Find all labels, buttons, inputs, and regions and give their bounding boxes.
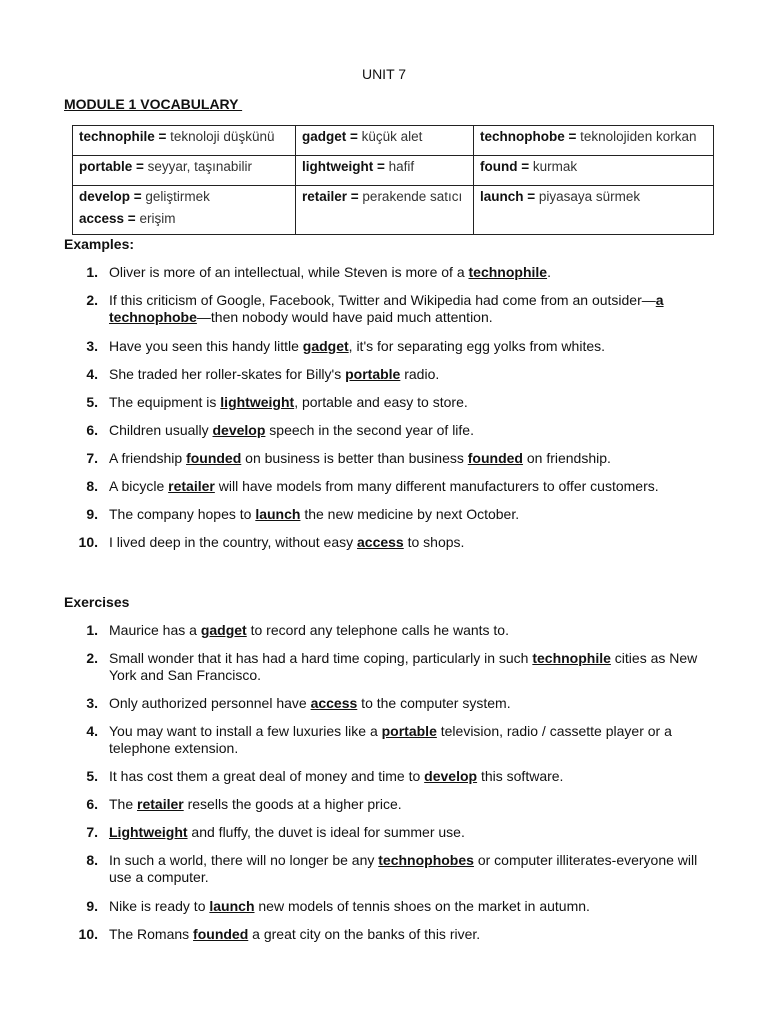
text-segment: the new medicine by next October. <box>300 506 520 522</box>
vocabulary-keyword: founded <box>467 450 523 466</box>
vocabulary-keyword: retailer <box>168 478 215 494</box>
vocab-translation: küçük alet <box>357 129 423 144</box>
item-number: 5. <box>86 768 98 784</box>
item-number: 2. <box>86 292 98 308</box>
item-number: 9. <box>86 898 98 914</box>
text-segment: Oliver is more of an intellectual, while Steven is more of a <box>109 264 469 280</box>
item-text <box>109 292 699 326</box>
examples-heading: Examples: <box>64 236 135 252</box>
vocab-term: develop = <box>79 189 142 204</box>
item-number: 8. <box>86 852 98 868</box>
vocabulary-keyword: retailer <box>137 796 184 812</box>
vocab-cell <box>474 186 714 235</box>
vocab-cell <box>73 126 296 156</box>
vocab-cell <box>73 156 296 186</box>
vocab-entry <box>480 156 707 178</box>
vocab-term: gadget = <box>302 129 358 144</box>
text-segment: The <box>109 796 138 812</box>
vocab-translation: piyasaya sürmek <box>535 189 641 204</box>
text-segment: I lived deep in the country, without easy <box>109 534 357 550</box>
vocab-row <box>73 186 714 235</box>
vocab-entry <box>79 156 289 178</box>
text-segment: You may want to install a few luxuries like a <box>109 723 382 739</box>
item-number: 4. <box>86 366 98 382</box>
item-number: 9. <box>86 506 98 522</box>
vocab-row <box>73 156 714 186</box>
vocab-entry <box>79 186 289 208</box>
vocab-term: portable = <box>79 159 144 174</box>
vocabulary-keyword: develop <box>424 768 478 784</box>
text-segment: speech in the second year of life. <box>265 422 474 438</box>
text-segment: Maurice has a <box>109 622 201 638</box>
item-text <box>109 366 699 383</box>
item-number: 4. <box>86 723 98 739</box>
item-text <box>109 506 699 523</box>
text-segment: will have models from many different manufacturers to offer customers. <box>214 478 659 494</box>
text-segment: to shops. <box>403 534 465 550</box>
item-text <box>109 796 699 813</box>
vocab-cell <box>474 126 714 156</box>
item-text <box>109 898 699 915</box>
text-segment: —then nobody would have paid much attention. <box>196 309 493 325</box>
vocabulary-keyword: founded <box>186 450 242 466</box>
item-number: 1. <box>86 264 98 280</box>
vocabulary-keyword: gadget <box>302 338 349 354</box>
vocabulary-keyword: access <box>357 534 404 550</box>
module-title: MODULE 1 VOCABULARY <box>64 96 243 112</box>
vocab-cell <box>296 186 474 235</box>
item-text <box>109 478 699 495</box>
vocabulary-keyword: access <box>310 695 358 711</box>
text-segment: A friendship <box>109 450 187 466</box>
vocab-entry <box>79 126 289 148</box>
item-number: 3. <box>86 695 98 711</box>
vocabulary-keyword: develop <box>212 422 266 438</box>
item-text <box>109 824 699 841</box>
vocabulary-keyword: a technophobe <box>109 292 664 325</box>
vocabulary-keyword: lightweight <box>220 394 295 410</box>
item-text <box>109 768 699 785</box>
item-number: 10. <box>78 926 98 942</box>
vocab-cell <box>296 126 474 156</box>
unit-title: UNIT 7 <box>361 66 407 82</box>
item-text <box>109 264 699 281</box>
text-segment: and fluffy, the duvet is ideal for summer use. <box>187 824 465 840</box>
text-segment: A bicycle <box>109 478 169 494</box>
item-text <box>109 534 699 551</box>
text-segment: Have you seen this handy little <box>109 338 303 354</box>
item-number: 7. <box>86 824 98 840</box>
vocab-term: lightweight = <box>302 159 385 174</box>
item-text <box>109 926 699 943</box>
vocab-entry <box>302 186 467 208</box>
vocab-term: technophobe = <box>480 129 577 144</box>
item-text <box>109 852 699 886</box>
vocab-translation: teknoloji düşkünü <box>166 129 275 144</box>
text-segment: or computer illiterates-everyone will use a computer. <box>109 852 698 885</box>
text-segment: to the computer system. <box>357 695 511 711</box>
text-segment: Small wonder that it has had a hard time coping, particularly in such <box>109 650 533 666</box>
vocab-translation: erişim <box>135 211 176 226</box>
item-text <box>109 394 699 411</box>
item-text <box>109 622 699 639</box>
vocab-cell <box>296 156 474 186</box>
vocab-entry <box>79 208 289 230</box>
vocab-entry <box>302 126 467 148</box>
text-segment: Children usually <box>109 422 213 438</box>
text-segment: The equipment is <box>109 394 221 410</box>
text-segment: The Romans <box>109 926 194 942</box>
vocabulary-keyword: gadget <box>200 622 247 638</box>
text-segment: , it's for separating egg yolks from whites. <box>348 338 606 354</box>
text-segment: resells the goods at a higher price. <box>183 796 402 812</box>
text-segment: , portable and easy to store. <box>294 394 468 410</box>
vocab-term: technophile = <box>79 129 167 144</box>
vocab-translation: kurmak <box>529 159 578 174</box>
item-number: 5. <box>86 394 98 410</box>
text-segment: Nike is ready to <box>109 898 210 914</box>
item-number: 6. <box>86 422 98 438</box>
vocab-translation: teknolojiden korkan <box>576 129 697 144</box>
text-segment: cities as New York and San Francisco. <box>109 650 698 683</box>
vocabulary-keyword: technophile <box>468 264 548 280</box>
item-text <box>109 650 699 684</box>
vocabulary-keyword: launch <box>209 898 255 914</box>
text-segment: a great city on the banks of this river. <box>248 926 481 942</box>
vocabulary-keyword: portable <box>381 723 437 739</box>
text-segment: to record any telephone calls he wants to. <box>246 622 509 638</box>
item-number: 7. <box>86 450 98 466</box>
item-number: 1. <box>86 622 98 638</box>
vocab-cell <box>73 186 296 235</box>
text-segment: on business is better than business <box>241 450 468 466</box>
text-segment: In such a world, there will no longer be any <box>109 852 379 868</box>
vocab-entry <box>302 156 467 178</box>
text-segment: this software. <box>477 768 564 784</box>
text-segment: If this criticism of Google, Facebook, Twitter and Wikipedia had come from an outsider— <box>109 292 656 308</box>
vocab-entry <box>480 126 707 148</box>
vocabulary-keyword: technophile <box>532 650 611 666</box>
item-number: 10. <box>78 534 98 550</box>
vocabulary-keyword: technophobes <box>378 852 474 868</box>
text-segment: She traded her roller-skates for Billy's <box>109 366 346 382</box>
item-number: 8. <box>86 478 98 494</box>
vocab-entry <box>480 186 707 208</box>
item-number: 6. <box>86 796 98 812</box>
item-number: 3. <box>86 338 98 354</box>
text-segment: The company hopes to <box>109 506 256 522</box>
text-segment: Only authorized personnel have <box>109 695 311 711</box>
vocab-translation: geliştirmek <box>141 189 210 204</box>
item-text <box>109 695 699 712</box>
vocab-translation: hafif <box>384 159 415 174</box>
text-segment: radio. <box>400 366 440 382</box>
text-segment: new models of tennis shoes on the market in autumn. <box>254 898 590 914</box>
vocab-term: access = <box>79 211 136 226</box>
item-text <box>109 422 699 439</box>
vocab-row <box>73 126 714 156</box>
vocab-term: retailer = <box>302 189 359 204</box>
text-segment: television, radio / cassette player or a telephone extension. <box>109 723 672 756</box>
text-segment: It has cost them a great deal of money and time to <box>109 768 425 784</box>
exercises-heading: Exercises <box>64 594 130 610</box>
item-text <box>109 338 699 355</box>
vocabulary-keyword: Lightweight <box>109 824 188 840</box>
vocab-translation: seyyar, taşınabilir <box>143 159 252 174</box>
vocabulary-keyword: founded <box>193 926 249 942</box>
text-segment: . <box>547 264 551 280</box>
item-text <box>109 450 699 467</box>
item-text <box>109 723 699 757</box>
text-segment: on friendship. <box>522 450 611 466</box>
vocab-cell <box>474 156 714 186</box>
item-number: 2. <box>86 650 98 666</box>
vocab-term: launch = <box>480 189 536 204</box>
vocabulary-keyword: launch <box>255 506 301 522</box>
vocab-term: found = <box>480 159 530 174</box>
vocab-translation: perakende satıcı <box>358 189 463 204</box>
vocabulary-table <box>72 125 714 235</box>
vocabulary-keyword: portable <box>345 366 401 382</box>
